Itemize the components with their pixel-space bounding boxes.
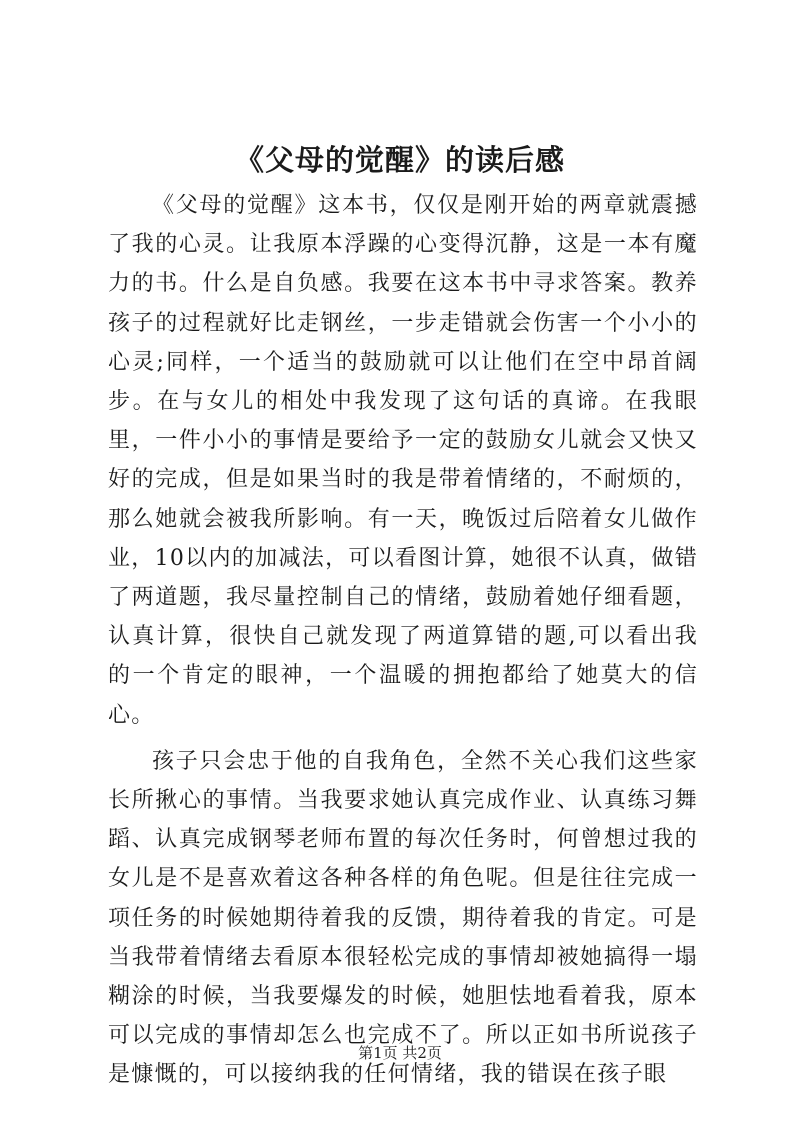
paragraph-1: 《父母的觉醒》这本书，仅仅是刚开始的两章就震撼了我的心灵。让我原本浮躁的心变得沉静，这是一本有魔力的书。什么是自负感。我要在这本书中寻求答案。教养孩子的过程就好比走钢丝，一步走错就会伤害一个小小的心灵;同样，一个适当的鼓励就可以让他们在空中昂首阔步。在与女儿的相处中我发现了这句话的真谛。在我眼里，一件小小的事情是要给予一定的鼓励女儿就会又快又好的完成，但是如果当时的我是带着情绪的，不耐烦的，那么她就会被我所影响。有一天，晚饭过后陪着女儿做作业，10以内的加减法，可以看图计算，她很不认真，做错了两道题，我尽量控制自己的情绪，鼓励着她仔细看题，认真计算，很快自己就发现了两道算错的题,可以看出我的一个肯定的眼神，一个温暖的拥抱都给了她莫大的信心。 — [108, 193, 698, 728]
document-body — [108, 186, 698, 1095]
page-title: 《父母的觉醒》的读后感 — [234, 143, 565, 177]
page-footer: 第1页 共2页 — [358, 1044, 442, 1062]
paragraph-2: 孩子只会忠于他的自我角色，全然不关心我们这些家长所揪心的事情。当我要求她认真完成作业、认真练习舞蹈、认真完成钢琴老师布置的每次任务时，何曾想过我的女儿是不是喜欢着这各种各样的角色呢。但是往往完成一项任务的时候她期待着我的反馈，期待着我的肯定。可是当我带着情绪去看原本很轻松完成的事情却被她搞得一塌糊涂的时候，当我要爆发的时候，她胆怯地看着我，原本可以完成的事情却怎么也完成不了。所以正如书所说孩子是慷慨的，可以接纳我的任何情绪，我的错误在孩子眼 — [108, 748, 698, 1088]
